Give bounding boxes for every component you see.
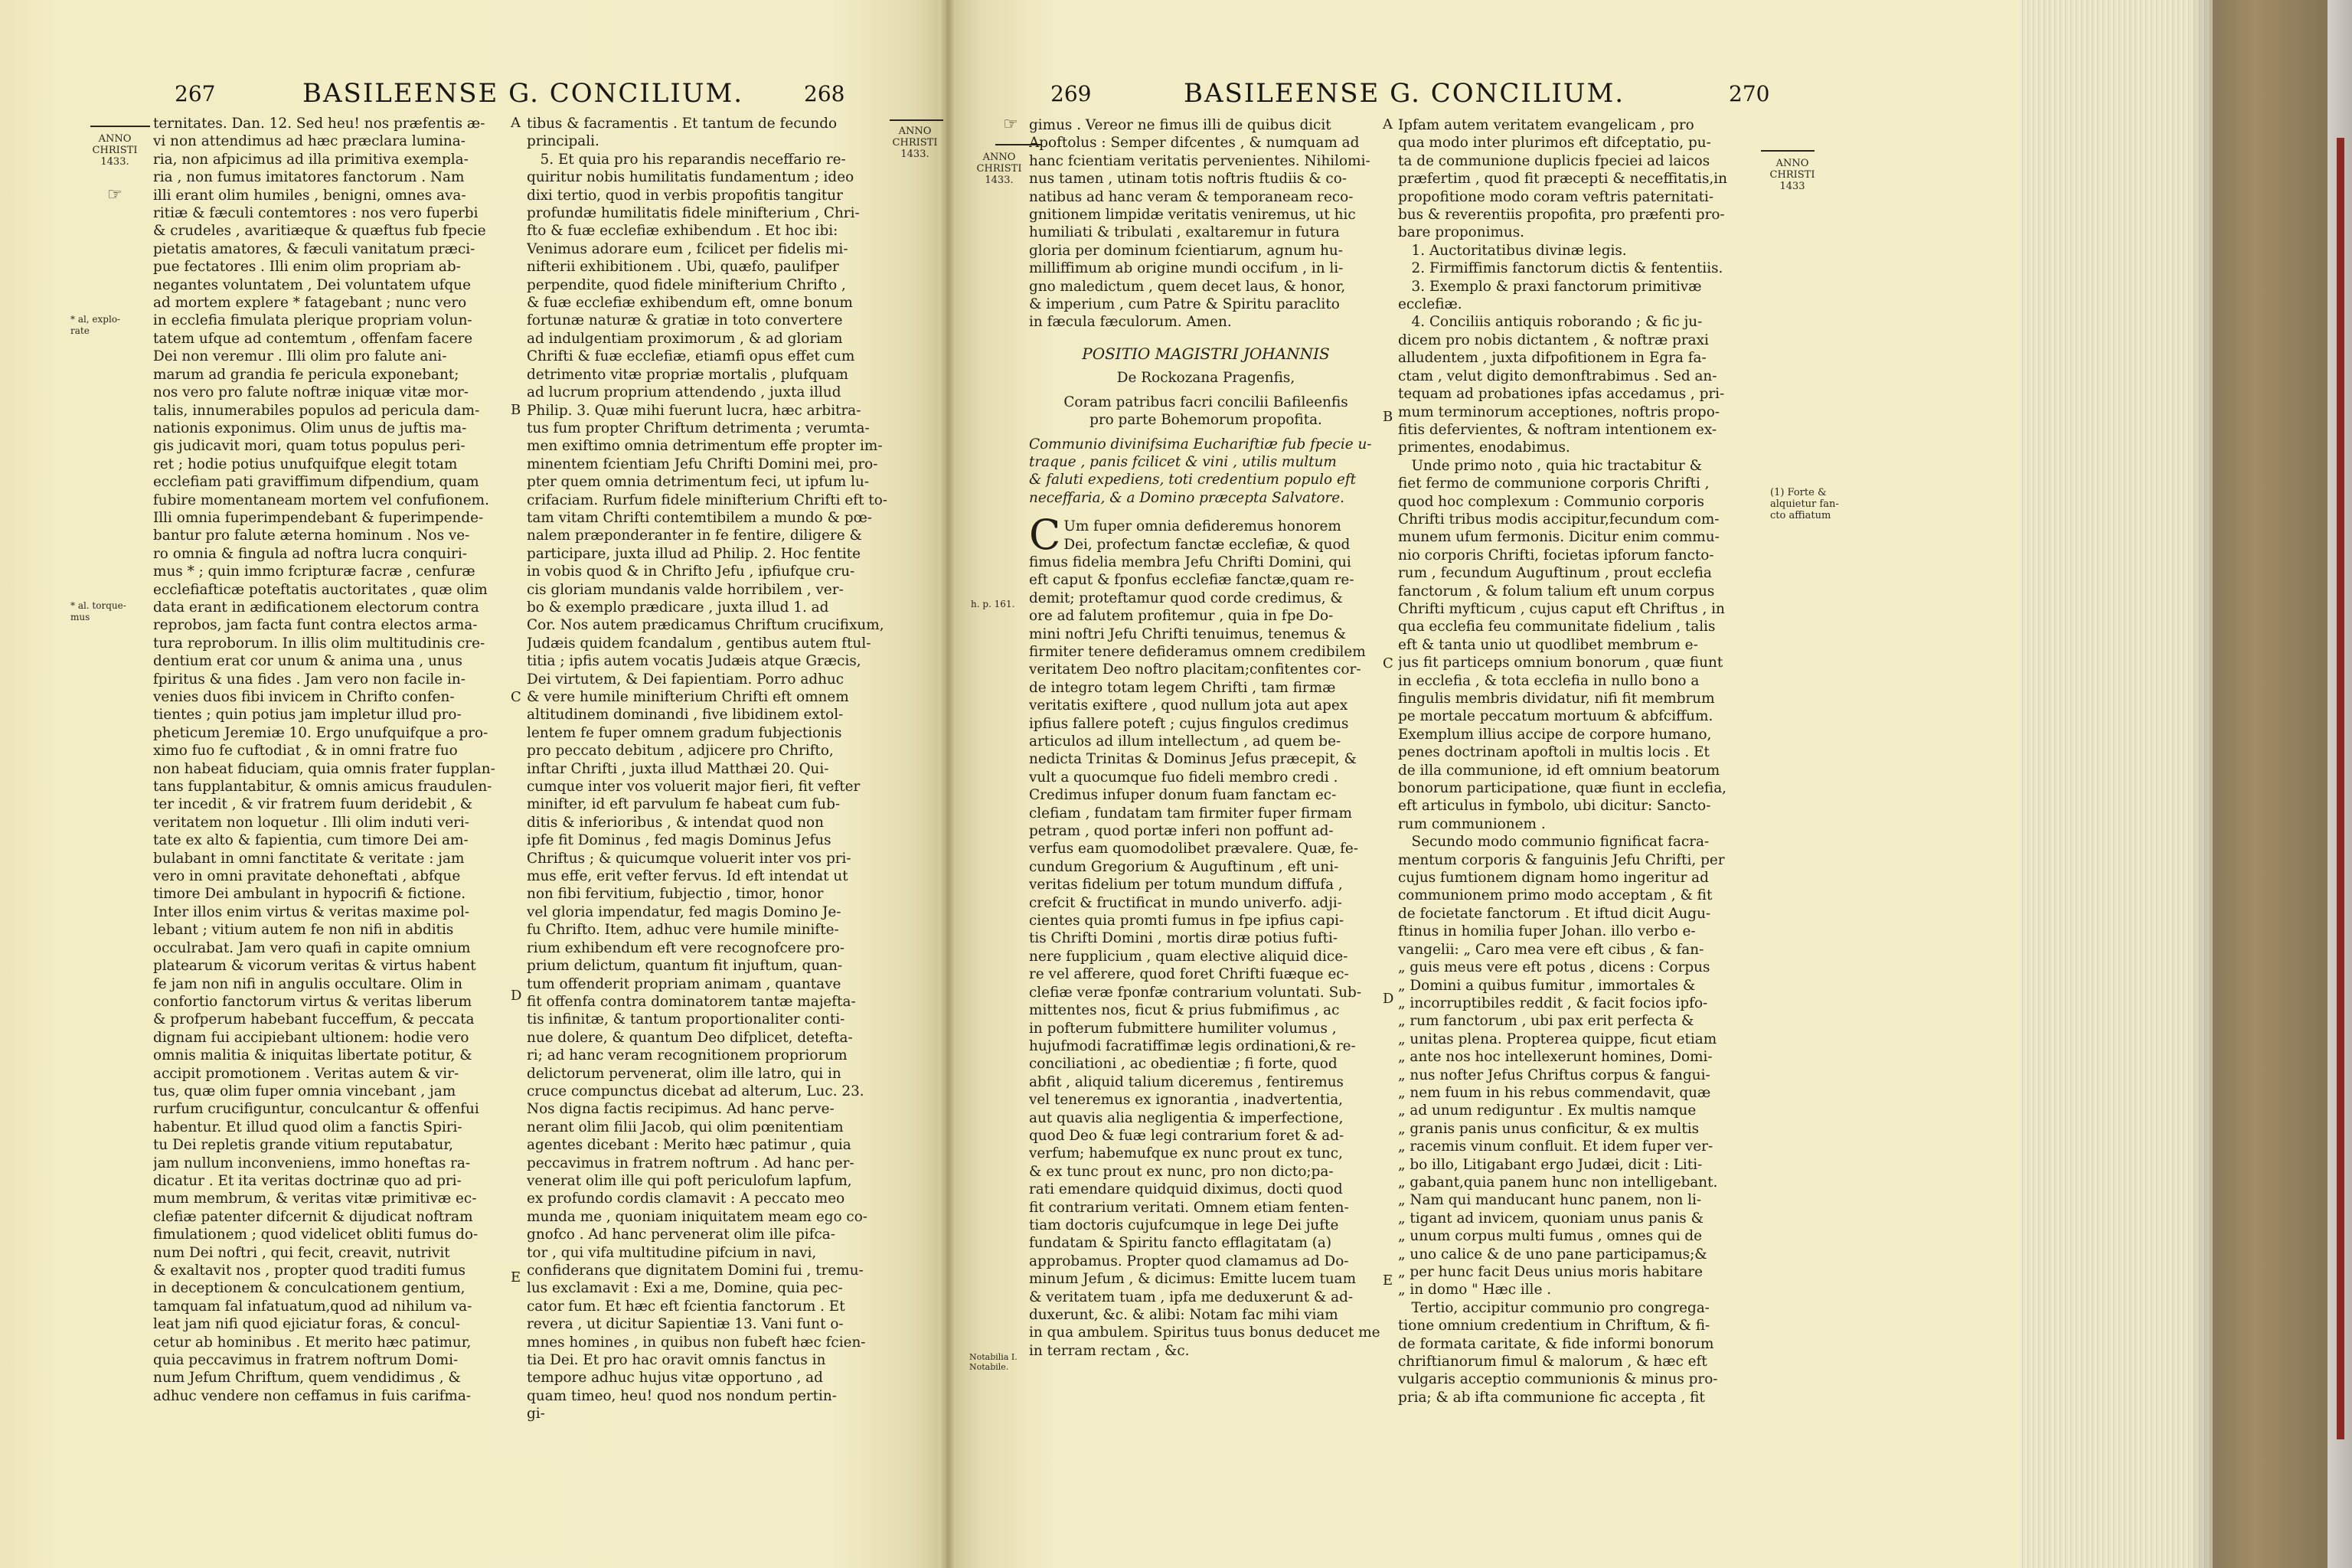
page-number-270: 270: [1729, 81, 1770, 106]
positio-subtitle-1: De Rockozana Pragenfis,: [1116, 370, 1295, 387]
section-letter-c: C: [511, 689, 521, 705]
anno-christi-left: [84, 133, 145, 168]
anno-label: ANNO: [98, 133, 132, 145]
section-letter-b: B: [511, 402, 521, 418]
running-title-right: BASILEENSE G. CONCILIUM.: [1184, 78, 1625, 109]
page-fore-edge: [2020, 0, 2213, 1568]
right-column-1: [1029, 116, 1383, 1556]
column-text: gimus . Vereor ne fimus illi de quibus dicit Apoftolus : Semper difcentes , & numquam ad hanc fcientiam veritatis pervenientes. Nihilomi- nus tamen , utinam totis noftris ftudiis & co- natibus ad hanc veram & temporaneam reco- gnitionem limpidæ veritatis veniremus, ut hic humiliati & tribulati , exaltaremur in futura gloria per dominum fcientiarum, agnum hu- milliffimum ab origine mundi occifum , in li- gno maledictum , quem decet laus, & honor, & imperium , cum Patre & Spiritu paraclito in fæcula fæculorum. Amen.: [1029, 117, 1370, 331]
left-page-header: [0, 78, 946, 109]
anno-label: ANNO: [898, 126, 932, 137]
year-label: 1433.: [985, 175, 1014, 186]
page-number-269: 269: [1050, 81, 1092, 106]
left-column-2: [527, 115, 888, 1531]
year-label: 1433: [1779, 181, 1805, 192]
left-column-1: [153, 115, 513, 1501]
column-text: ternitates. Dan. 12. Sed heu! nos præfentis æ- vi non attendimus ad hæc præclara lumina- ria, non afpicimus ad illa primitiva exempla- ria , non fumus imitatores fanctorum . Nam illi erant olim humiles , benigni, omnes ava- ritiæ & fæculi contemtores : nos vero fuperbi & crudeles , avaritiæque & quæftus fub fpecie pietatis amatores, & fæculi vanitatum præci- pue fectatores . Illi enim olim propriam ab- negantes voluntatem , Dei voluntatem ufque ad mortem explere * fatagebant ; nunc vero in ecclefia fimulata plerique propriam volun- tatem ufque ad contemtum , offenfam facere Dei non veremur . Illi olim pro falute ani- marum ad grandia fe pericula exponebant; nos vero pro falute noftræ iniquæ vitæ mor- talis, innumerabiles populos ad pericula dam- nationis exponimus. Olim unus de juftis ma- gis judicavit mori, quam totus populus peri- ret ; hodie potius unufquifque elegit totam ecclefiam pati graviffimum difpendium, quam fubire momentaneam mortem vel confufionem. Illi omnia fuperimpendebant & fuperimpende- bantur pro falute æterna hominum . Nos ve- ro omnia & fingula ad noftra lucra conquiri- mus * ; quin immo fcripturæ facræ , cenfuræ ecclefiafticæ poteftatis auctoritates , quæ olim data erant in ædificationem electorum contra reprobos, jam facta funt contra electos arma- tura reproborum. In illis olim multitudinis cre- dentium erat cor unum & anima una , unus fpiritus & una fides . Jam vero non facile in- venies duos fibi invicem in Chrifto confen- tientes ; quin potius jam impletur illud pro- pheticum Jeremiæ 10. Ergo unufquifque a pro- ximo fuo fe cuftodiat , & in omni fratre fuo non habeat fiduciam, quia omnis frater fupplan- tans fupplantabitur, & omnis amicus fraudulen- ter incedit , & vir fratrem fuum deridebit , & veritatem non loquetur . Illi olim induti veri- tate ex alto & fapientia, cum timore Dei am- bulabant in omni fanctitate & veritate : jam vero in omni pravitate dehoneftati , abfque timore Dei ambulant in hypocrifi & fictione. Inter illos enim virtus & veritas maxime pol- lebant ; vitium autem fe non nifi in abditis occulrabat. Jam vero quafi in capite omnium platearum & vicorum veritas & virtus habent fe jam non nifi in angulis occultare. Olim in confortio fanctorum virtus & veritas liberum & profperum habebant fucceffum, & peccata dignam fui accipiebant ultionem: hodie vero omnis malitia & iniquitas libertate potitur, & accipit promotionem . Veritas autem & vir- tus, quæ olim fuper omnia vincebant , jam rurfum crucifiguntur, conculcantur & offenfui habentur. Et illud quod olim a fanctis Spiri- tu Dei repletis grande vitium reputabatur, jam nullum inconveniens, immo honeftas ra- dicatur . Et ita veritas doctrinæ quo ad pri- mum membrum, & veritas vitæ primitivæ ec- clefiæ patenter difcernit & dijudicat noftram fimulationem ; quod videlicet obliti fumus do- num Dei noftri , qui fecit, creavit, nutrivit & exaltavit nos , propter quod traditi fumus in deceptionem & conculcationem gentium, tamquam fal infatuatum,quod ad nihilum va- leat jam nifi quod ejiciatur foras, & concul- cetur ab hominibus . Et merito hæc patimur, quia peccavimus in fratrem noftrum Domi- num Jefum Chriftum, quem vendidimus , & adhuc vendere non ceffamus in fuis carifma-: [153, 116, 495, 1404]
ribbon-band: [2337, 138, 2344, 1439]
section-letter-e: E: [511, 1269, 521, 1285]
christi-label: CHRISTI: [892, 137, 938, 149]
pointing-hand-icon: ☞: [107, 185, 122, 204]
christi-label: CHRISTI: [1769, 169, 1815, 181]
book-gutter: [939, 0, 956, 1568]
page-number-268: 268: [804, 81, 845, 106]
anno-christi-right-inner: [972, 152, 1026, 186]
positio-title: POSITIO MAGISTRI JOHANNIS: [1082, 344, 1330, 363]
positio-subtitle-2: Coram patribus facri concilii Bafileenfis pro parte Bohemorum propofita.: [1063, 394, 1348, 429]
section-letter-e: E: [1383, 1272, 1393, 1289]
header-rule-left: [90, 126, 150, 127]
christi-label: CHRISTI: [976, 163, 1022, 175]
positio-thesis: Communio divinifsima Euchariftiæ fub fpecie u- traque , panis fcilicet & vini , utilis multum & faluti expediens, toti credentium populo eft neceffaria, & a Domino præcepta Salvatore.: [1029, 436, 1372, 506]
anno-label: ANNO: [1775, 158, 1809, 169]
anno-label: ANNO: [982, 152, 1016, 163]
anno-christi-right-outer: [1766, 158, 1819, 192]
column-body: Um fuper omnia defideremus honorem Dei, profectum fanctæ ecclefiæ, & quod fimus fidelia membra Jefu Chrifti Domini, qui eft caput & fponfus ecclefiæ fanctæ,quam re- demit; proteftamur quod corde credimus, & ore ad falutem profitemur , quia in fpe Do- mini noftri Jefu Chrifti tenuimus, tenemus & firmiter tenere defideramus omnem credibilem veritatem Deo noftro placitam;confitentes cor- de integro totam legem Chrifti , tam firmæ veritatis exiftere , quod nullum jota aut apex ipfius fallere poteft ; cujus fingulos credimus articulos ad illum intellectum , ad quem be- nedicta Trinitas & Dominus Jefus præcepit, & vult a quocumque fuo fideli membro credi . Credimus infuper donum fuam fanctam ec- clefiam , fundatam tam firmiter fuper firmam petram , quod portæ inferi non poffunt ad- verfus eam quomodolibet prævalere. Quæ, fe- cundum Gregorium & Auguftinum , eft uni- veritas fidelium per totum mundum diffufa , crefcit & fructificat in mundo univerfo. adji- cientes quia promti fumus in fpe ipfius capi- tis Chrifti Domini , mortis diræ potius fufti- nere fupplicium , quam elective aliquid dice- re vel afferere, quod foret Chrifti fuæque ec- clefiæ veræ fponfæ contrarium voluntati. Sub- mittentes nos, ficut & prius fubmifimus , ac in pofterum fubmittere humiliter volumus , hujufmodi facratiffimæ legis ordinationi,& re- conciliationi , ac obedientiæ ; fi forte, quod abfit , aliquid talium diceremus , fentiremus vel teneremus ex ignorantia , inadvertentia, aut quavis alia negligentia & imperfectione, quod Deo & fuæ legi contrarium foret & ad- verfum; habemufque ex nunc prout ex tunc, & ex tunc prout ex nunc, pro non dicto;pa- rati emendare quidquid diximus, docti quod fit contrarium veritati. Omnem etiam fenten- tiam doctoris cujufcumque in lege Dei jufte fundatam & Spiritu fancto efflagitatam (a) approbamus. Propter quod clamamus ad Do- minum Jefum , & dicimus: Emitte lucem tuam & veritatem tuam , ipfa me deduxerunt & ad- duxerunt, &c. & alibi: Notam fac mihi viam in qua ambulem. Spiritus tuus bonus deducet me in terram rectam , &c.: [1029, 518, 1380, 1359]
header-rule-right-2: [1761, 150, 1815, 152]
drop-cap: C: [1029, 511, 1061, 560]
christi-label: CHRISTI: [92, 145, 138, 156]
anno-christi-left-inner: [888, 126, 942, 160]
section-letter-c: C: [1383, 655, 1393, 671]
marginal-note-explorate: * al, explo- rate: [70, 314, 121, 336]
right-page-header: [946, 78, 2020, 109]
right-column-2: [1398, 116, 1758, 1556]
marginal-note-torquemus: * al. torque- mus: [70, 600, 126, 622]
column-text-continued: [1029, 511, 1383, 1360]
year-label: 1433.: [900, 149, 929, 160]
section-letter-d: D: [511, 988, 522, 1004]
column-text: Ipfam autem veritatem evangelicam , pro qua modo inter plurimos eft difceptatio, pu- ta de communione duplicis fpeciei ad laicos præfertim , quod fit præcepti & neceffitatis,in propofitione modo coram veftris paternitati- bus & reverentiis propofita, pro præfenti pro- bare proponimus. 1. Auctoritatibus divinæ legis. 2. Firmiffimis fanctorum dictis & fententiis. 3. Exemplo & praxi fanctorum primitivæ ecclefiæ. 4. Conciliis antiquis roborando ; & fic ju- dicem pro nobis dictantem , & noftræ praxi alludentem , juxta difpofitionem in Egra fa- ctam , velut digito demonftrabimus . Sed an- tequam ad probationes ipfas accedamus , pri- mum terminorum acceptiones, noftris propo- fitis defervientes, & noftram intentionem ex- primentes, enodabimus. Unde primo noto , quia hic tractabitur & fiet fermo de communione corporis Chrifti , quod hoc complexum : Communio corporis Chrifti tribus modis accipitur,fecundum com- munem ufum fermonis. Dicitur enim commu- nio corporis Chrifti, focietas ipforum fancto- rum , fecundum Auguftinum , prout ecclefia fanctorum , & folum talium eft unum corpus Chrifti myfticum , cujus caput eft Chriftus , in qua ecclefia feu communitate fidelium , talis eft & tanta unio ut quodlibet membrum e- jus fit particeps omnium bonorum , quæ fiunt in ecclefia , & tota ecclefia in nullo bono a fingulis membris dividatur, nifi fit membrum pe mortale peccatum mortuum & abfciffum. Exemplum illius accipe de corpore humano, penes doctrinam apoftoli in multis locis . Et de illa communione, id eft omnium beatorum bonorum participatione, quæ fiunt in ecclefia, eft articulus in fymbolo, ubi dicitur: Sancto- rum communionem . Secundo modo communio fignificat facra- mentum corporis & fanguinis Jefu Chrifti, per cujus fumtionem dignam homo ingeritur ad communionem primo modo acceptam , & fit de focietate fanctorum . Et iftud dicit Augu- ftinus in homilia fuper Johan. illo verbo e- vangelii: „ Caro mea vere eft cibus , & fan- „ guis meus vere eft potus , dicens : Corpus „ Domini a quibus fumitur , immortales & „ incorruptibiles reddit , & facit focios ipfo- „ rum fanctorum , ubi pax erit perfecta & „ unitas plena. Propterea quippe, ficut etiam „ ante nos hoc intellexerunt homines, Domi- „ nus nofter Jefus Chriftus corpus & fangui- „ nem fuum in his rebus commendavit, quæ „ ad unum rediguntur . Ex multis namque „ granis panis unus conficitur, & ex multis „ racemis vinum confluit. Et idem fuper ver- „ bo illo, Litigabant ergo Judæi, dicit : Liti- „ gabant,quia panem hunc non intelligebant. „ Nam qui manducant hunc panem, non li- „ tigant ad invicem, quoniam unus panis & „ unum corpus multi fumus , omnes qui de „ uno calice & de uno pane participamus;& „ per hunc facit Deus unius moris habitare „ in domo " Hæc ille . Tertio, accipitur communio pro congrega- tione omnium credentium in Chriftum, & fi- de formata caritate, & fide informi bonorum chriftianorum fimul & malorum , & hæc eft vulgaris acceptio communionis & minus pro- pria; & ab ifta communione fic accepta , fit: [1398, 117, 1728, 1406]
section-letter-a: A: [511, 115, 521, 131]
section-letter-d: D: [1383, 991, 1394, 1007]
pointing-hand-icon: ☞: [1003, 115, 1018, 134]
section-letter-b: B: [1383, 409, 1393, 425]
marginal-note-notabilia: (1) Forte & alquietur fan- cto affiatum: [1770, 487, 1839, 521]
year-label: 1433.: [100, 156, 129, 168]
running-title-left: BASILEENSE G. CONCILIUM.: [302, 78, 744, 109]
column-text: tibus & facramentis . Et tantum de fecundo principali. 5. Et quia pro his reparandis neceffario re- quiritur nobis humilitatis fundamentum ; ideo dixi tertio, quod in verbis propofitis tangitur profundæ humilitatis fidele minifterium , Chri- fto & fuæ ecclefiæ exhibendum . Et hoc ibi: Venimus adorare eum , fcilicet per fidelis mi- nifterii exhibitionem . Ubi, quæfo, paulifper perpendite, quod fidele minifterium Chrifto , & fuæ ecclefiæ exhibendum eft, omne bonum fortunæ naturæ & gratiæ in toto convertere ad indulgentiam proximorum , & ad gloriam Chrifti & fuæ ecclefiæ, etiamfi opus effet cum detrimento vitæ propriæ mortalis , plufquam ad lucrum proprium attendendo , juxta illud Philip. 3. Quæ mihi fuerunt lucra, hæc arbitra- tus fum propter Chriftum detrimenta ; verumta- men exiftimo omnia detrimentum effe propter im- minentem fcientiam Jefu Chrifti Domini mei, pro- pter quem omnia detrimentum feci, ut ipfum lu- crifaciam. Rurfum fidele minifterium Chrifti eft to- tam vitam Chrifti contemtibilem a mundo & pœ- nalem præponderanter in fe fentire, diligere & participare, juxta illud ad Philip. 2. Hoc fentite in vobis quod & in Chrifto Jefu , ipfiufque cru- cis gloriam mundanis valde horribilem , ver- bo & exemplo prædicare , juxta illud 1. ad Cor. Nos autem prædicamus Chriftum crucifixum, Judæis quidem fcandalum , gentibus autem ftul- titia ; ipfis autem vocatis Judæis atque Græcis, Dei virtutem, & Dei fapientiam. Porro adhuc & vere humile minifterium Chrifti eft omnem altitudinem dominandi , five libidinem extol- lentem fe fuper omnem gradum fubjectionis pro peccato debitum , adjicere pro Chrifto, inftar Chrifti , juxta illud Matthæi 20. Qui- cumque inter vos voluerit major fieri, fit vefter minifter, id eft parvulum fe habeat cum fub- ditis & inferioribus , & intendat quod non ipfe fit Dominus , fed magis Dominus Jefus Chriftus ; & quicumque voluerit inter vos pri- mus effe, erit vefter fervus. Id eft intendat ut non fibi fervitium, fubjectio , timor, honor vel gloria impendatur, fed magis Domino Je- fu Chrifto. Item, adhuc vere humile minifte- rium exhibendum eft vere recognofcere pro- prium delictum, quantum fit injuftum, quan- tum offenderit propriam animam , quantave fit offenfa contra dominatorem tantæ majefta- tis infinitæ, & tantum proportionaliter conti- nue dolere, & quantum Deo difplicet, detefta- ri; ad hanc veram recognitionem propriorum delictorum pervenerat, olim ille latro, qui in cruce compunctus dicebat ad alterum, Luc. 23. Nos digna factis recipimus. Ad hanc perve- nerant olim filii Jacob, qui olim pœnitentiam agentes dicebant : Merito hæc patimur , quia peccavimus in fratrem noftrum . Ad hanc per- venerat olim ille qui poft periculofum lapfum, ex profundo cordis clamavit : A peccato meo munda me , quoniam iniquitatem meam ego co- gnofco . Ad hanc pervenerat olim ille pifca- tor , qui vifa multitudine pifcium in navi, confiderans que dignitatem Domini fui , tremu- lus exclamavit : Exi a me, Domine, quia pec- cator fum. Et hæc eft fcientia fanctorum . Et revera , ut dicitur Sapientiæ 13. Vani funt o- mnes homines , in quibus non fubeft hæc fcien- tia Dei. Et pro hac oravit omnis fanctus in tempore adhuc hujus vitæ opportuno , ad quam timeo, heu! quod nos nondum pertin- gi-: [527, 116, 888, 1423]
page-number-267: 267: [175, 81, 216, 106]
marginal-note-forte: Notabilia I. Notabile.: [969, 1352, 1018, 1372]
header-rule-right: [890, 119, 943, 121]
marginal-note-hp161: h. p. 161.: [971, 599, 1015, 609]
section-letter-a: A: [1383, 116, 1393, 132]
